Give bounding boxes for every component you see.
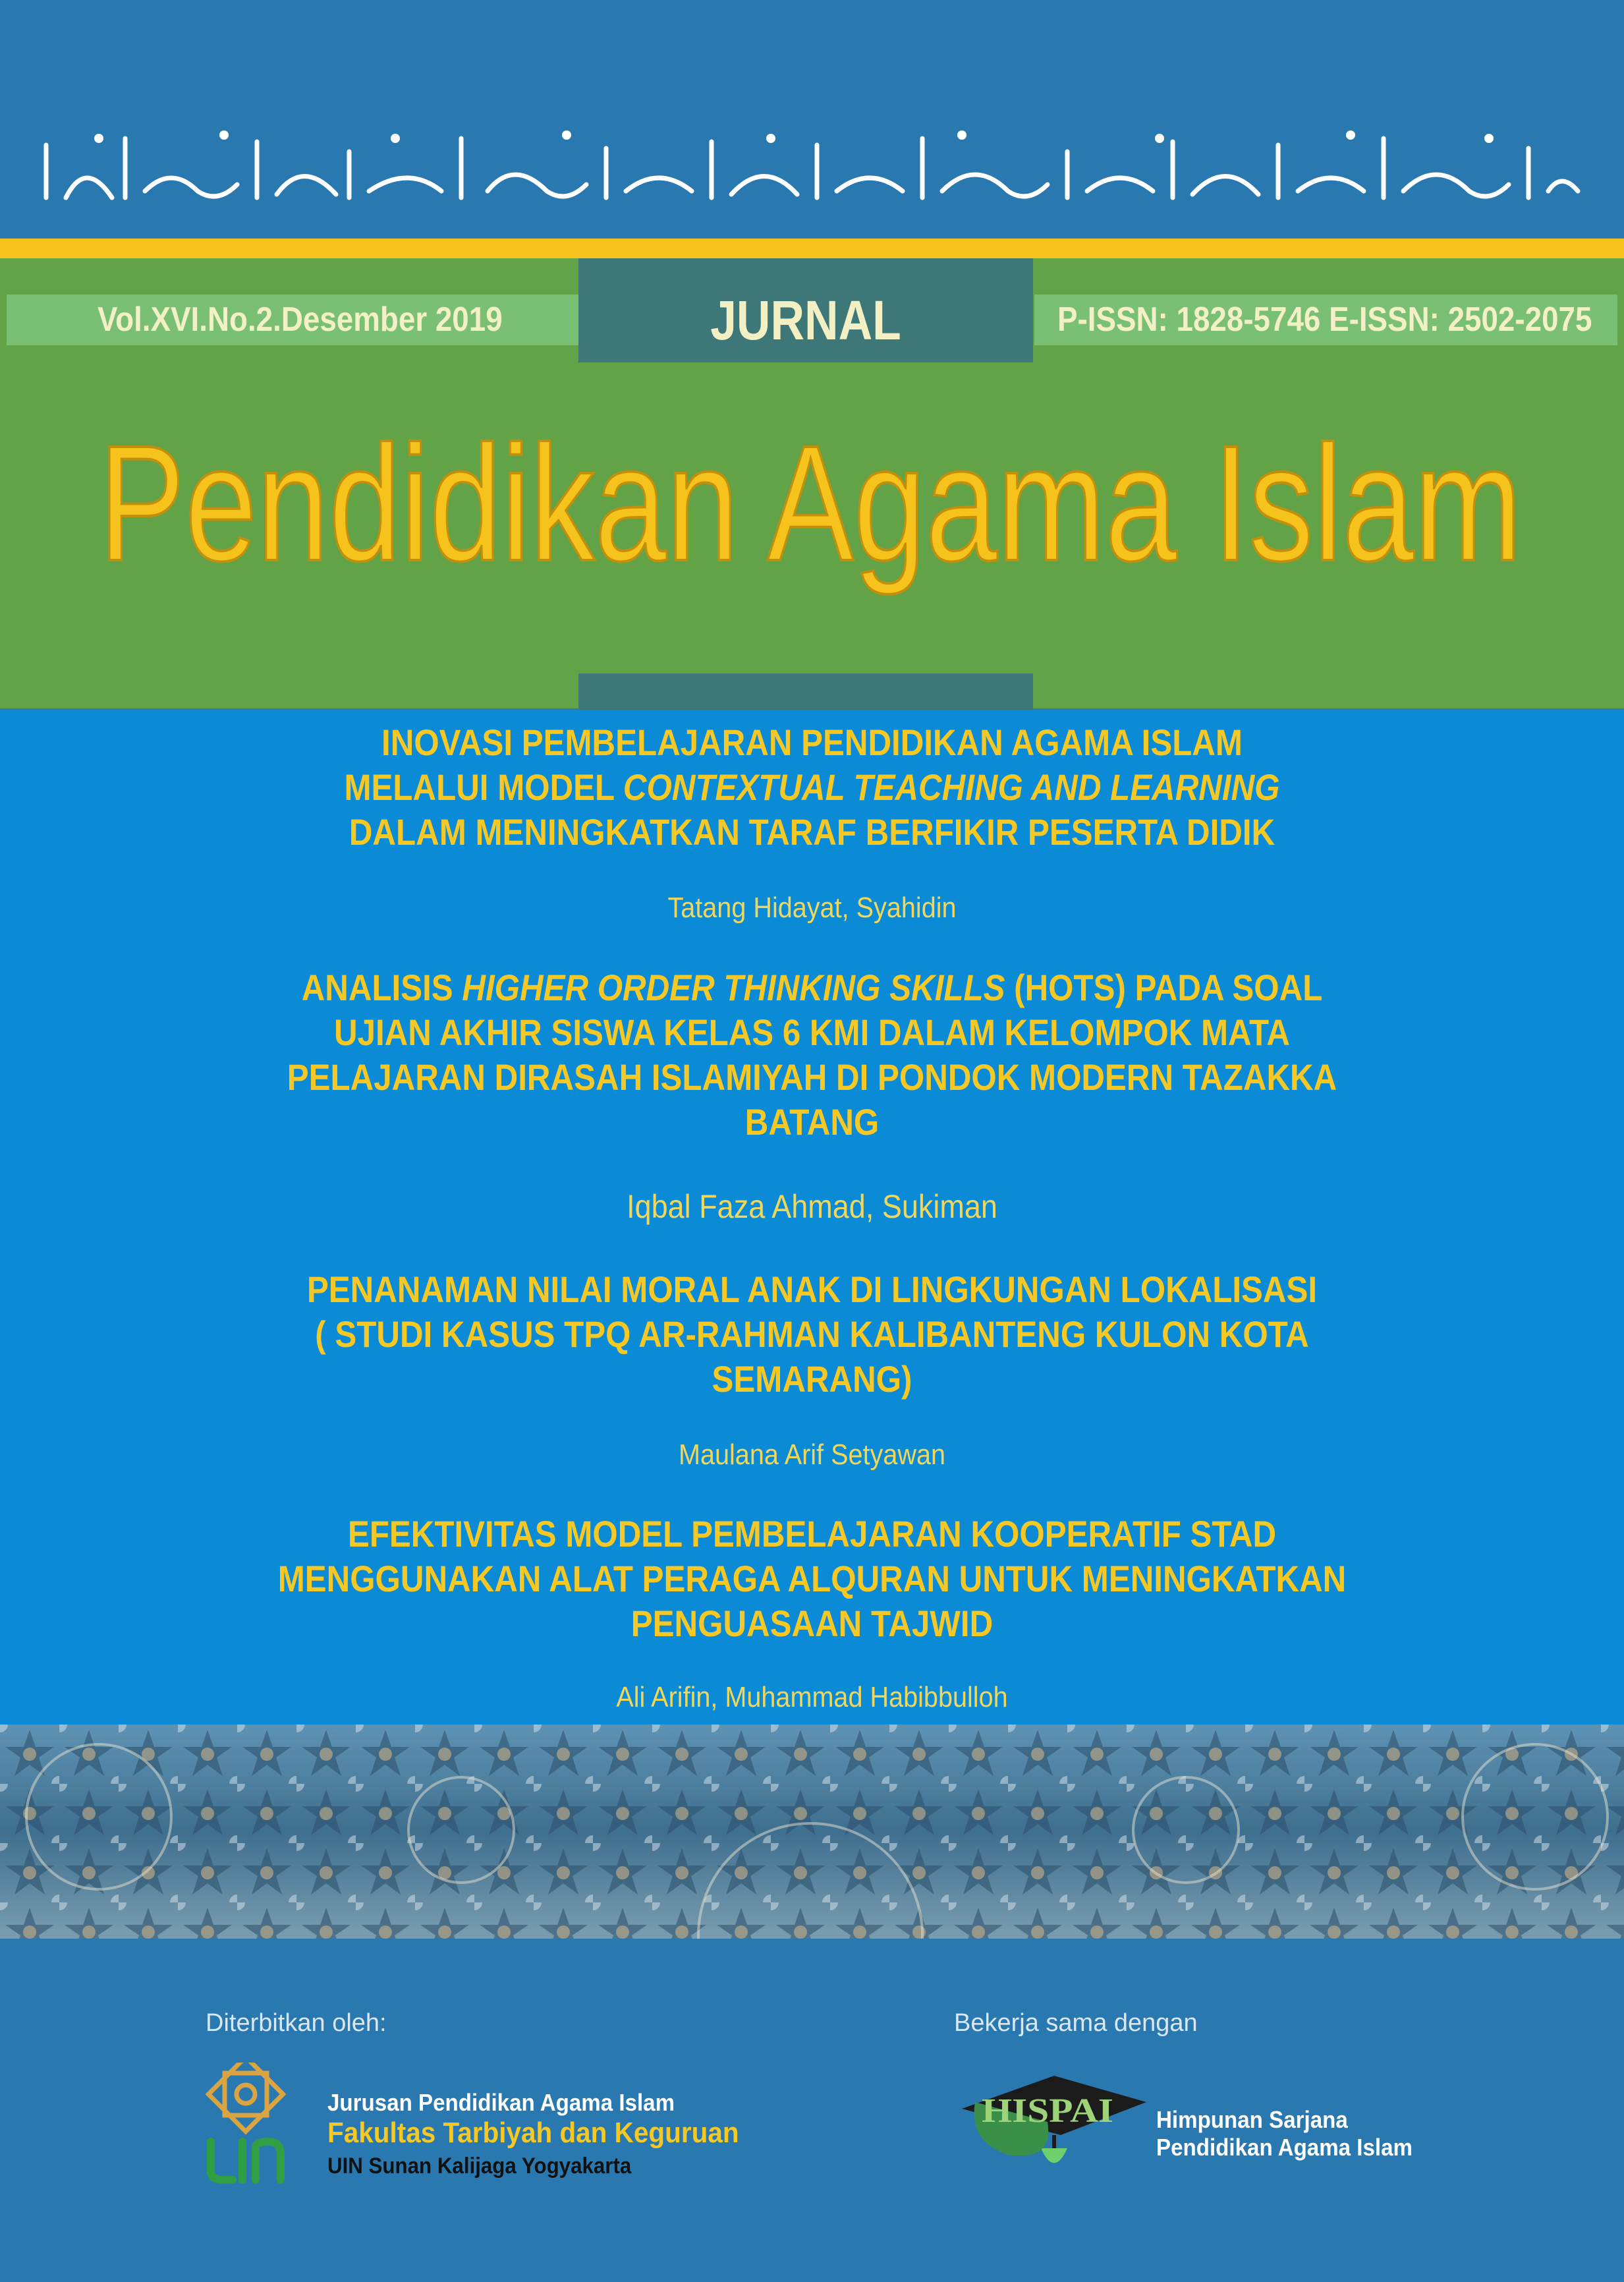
publisher-university: UIN Sunan Kalijaga Yogyakarta [327, 2154, 632, 2179]
masthead-bottom-tab [578, 673, 1033, 710]
article-1-authors: Tatang Hidayat, Syahidin [667, 892, 957, 924]
publisher-department: Jurusan Pendidikan Agama Islam [327, 2089, 675, 2116]
article-3-title: PENANAMAN NILAI MORAL ANAK DI LINGKUNGAN LOKALISASI ( STUDI KASUS TPQ AR-RAHMAN KALIBANTENG KULON KOTA SEMARANG) [306, 1269, 1318, 1400]
jurnal-label: JURNAL [710, 289, 901, 351]
article-2-authors: Iqbal Faza Ahmad, Sukiman [627, 1188, 997, 1225]
hispai-logo-text: HISPAI [982, 2092, 1113, 2130]
article-4-title: EFEKTIVITAS MODEL PEMBELAJARAN KOOPERATIF STAD MENGGUNAKAN ALAT PERAGA ALQURAN UNTUK MENINGKATKAN PENGUASAAN TAJWID [277, 1513, 1347, 1644]
volume-info: Vol.XVI.No.2.Desember 2019 [98, 300, 503, 339]
cooperation-label: Bekerja sama dengan [954, 2009, 1198, 2037]
issn-info: P-ISSN: 1828-5746 E-ISSN: 2502-2075 [1057, 300, 1592, 339]
article-3-authors: Maulana Arif Setyawan [678, 1439, 946, 1471]
journal-title-text: Pendidikan Agama Islam [99, 411, 1522, 595]
publisher-faculty: Fakultas Tarbiyah dan Keguruan [327, 2117, 739, 2149]
hispai-logo-icon [955, 2063, 1153, 2188]
article-2-title: ANALISIS HIGHER ORDER THINKING SKILLS (HOTS) PADA SOAL UJIAN AKHIR SISWA KELAS 6 KMI DALAM KELOMPOK MATA PELAJARAN DIRASAH ISLAMIYAH DI PONDOK MODERN TAZAKKA BATANG [287, 967, 1337, 1143]
journal-title [53, 395, 1568, 646]
geometric-mosaic-band [0, 1725, 1624, 1939]
yellow-divider-stripe [0, 239, 1624, 258]
partner-name-line1: Himpunan Sarjana [1156, 2106, 1348, 2133]
arabic-calligraphy-ornament [40, 119, 1584, 211]
article-4-authors: Ali Arifin, Muhammad Habibbulloh [616, 1681, 1008, 1713]
published-by-label: Diterbitkan oleh: [206, 2009, 387, 2037]
article-1-title: INOVASI PEMBELAJARAN PENDIDIKAN AGAMA ISLAM MELALUI MODEL CONTEXTUAL TEACHING AND LEARNING DALAM MENINGKATKAN TARAF BERFIKIR PESERTA DIDIK [344, 722, 1280, 853]
uin-logo-icon [203, 2063, 289, 2188]
partner-name-line2: Pendidikan Agama Islam [1156, 2134, 1413, 2161]
